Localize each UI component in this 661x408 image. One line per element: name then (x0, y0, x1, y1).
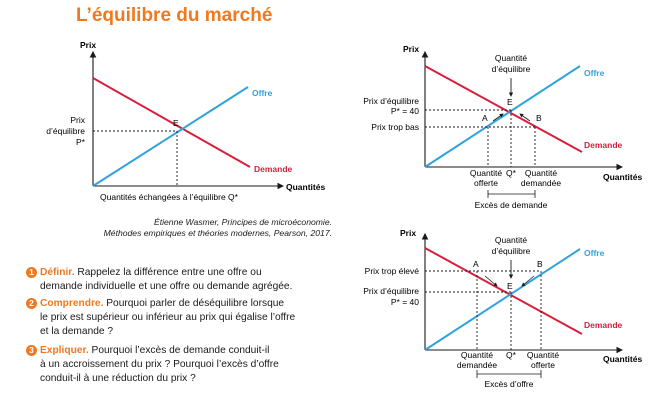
question-1 (29, 266, 293, 294)
g3-q-offered-2: offerte (531, 360, 555, 370)
citation-line-2 (60, 228, 332, 239)
g1-price-label-1: Prix (70, 115, 85, 125)
g1-x-axis-label: Quantités (286, 182, 326, 192)
question-2-line2: le prix est supérieur ou inférieur au prix qui égalise l’offre (40, 312, 296, 324)
g2-top-label-2: d’équilibre (491, 64, 531, 74)
g2-top-label-1: Quantité (494, 53, 528, 63)
g2-y-axis-label: Prix (403, 44, 420, 54)
question-1-text: Rappelez la différence entre une offre ou (74, 267, 262, 278)
graph-2 (363, 44, 642, 210)
g2-point-e: E (507, 97, 513, 107)
g2-x-axis-label: Quantités (603, 172, 643, 182)
question-3-number: 3 (26, 345, 37, 356)
citation-title: Principes de microéconomie. (221, 217, 332, 227)
g2-price-eq-2: P* = 40 (390, 106, 419, 116)
page-title: L’équilibre du marché (76, 5, 273, 26)
g2-supply-curve (425, 66, 580, 167)
g1-price-label-3: P* (76, 137, 85, 147)
g3-price-eq-1: Prix d’équilibre (363, 286, 419, 296)
question-3-text: Pourquoi l’excès de demande conduit-il (88, 345, 270, 356)
g1-supply-curve (93, 87, 248, 186)
g3-supply-curve (425, 249, 580, 350)
question-2-line3: et la demande ? (40, 326, 114, 338)
g3-point-b: B (537, 259, 543, 269)
g3-q-demanded-2: demandée (456, 360, 498, 370)
g3-price-high: Prix trop élevé (364, 266, 419, 276)
g2-point-b: B (536, 113, 542, 123)
g1-demand-label: Demande (254, 164, 293, 174)
g1-quantity-label: Quantités échangées à l’équilibre Q* (100, 192, 238, 202)
g3-top-label-1: Quantité (494, 235, 528, 245)
g2-gap-label: Excès de demande (474, 200, 548, 210)
g3-demand-curve (425, 248, 582, 334)
g3-q-star: Q* (506, 350, 516, 360)
g2-q-star: Q* (506, 168, 516, 178)
g1-supply-label: Offre (252, 88, 273, 98)
g3-y-axis-label: Prix (400, 228, 417, 238)
citation-subtitle: Méthodes empiriques et théories modernes (103, 228, 269, 238)
g2-q-demanded-1: Quantité (524, 168, 558, 178)
question-1-number: 1 (26, 267, 37, 278)
question-1-line2: demande individuelle et une offre ou demande agrégée. (40, 281, 293, 293)
g2-q-offered-1: Quantité (469, 168, 503, 178)
g3-price-eq-2: P* = 40 (390, 297, 419, 307)
question-1-keyword: Définir. (40, 267, 75, 278)
citation-line-1 (60, 217, 332, 228)
g1-y-axis-label: Prix (80, 40, 97, 50)
question-3-keyword: Expliquer. (40, 345, 89, 356)
g3-gap-label: Excès d’offre (484, 379, 534, 389)
citation-author: Étienne Wasmer, (153, 217, 222, 227)
g3-demand-label: Demande (584, 320, 623, 330)
question-2-text: Pourquoi parler de déséquilibre lorsque (103, 298, 285, 309)
g3-top-label-2: d’équilibre (491, 246, 531, 256)
question-2 (29, 297, 296, 340)
g3-q-offered-1: Quantité (526, 350, 560, 360)
graph-3 (363, 228, 642, 389)
question-3-line3: conduit-il à une réduction du prix ? (40, 373, 196, 385)
g2-demand-label: Demande (584, 140, 623, 150)
g2-point-a: A (482, 113, 488, 123)
g3-point-a: A (473, 259, 479, 269)
g3-point-e: E (507, 281, 513, 291)
graph-1 (46, 40, 325, 202)
g2-price-low: Prix trop bas (371, 122, 419, 132)
g3-q-demanded-1: Quantité (460, 350, 494, 360)
g1-point-e: E (173, 118, 179, 128)
question-2-number: 2 (26, 298, 37, 309)
g2-q-offered-2: offerte (474, 178, 498, 188)
citation (60, 217, 332, 239)
question-3-line2: à un accroissement du prix ? Pourquoi l’excès d’offre (40, 359, 279, 371)
g2-q-demanded-2: demandée (520, 178, 562, 188)
question-2-keyword: Comprendre. (40, 298, 104, 309)
g3-x-axis-label: Quantités (603, 354, 643, 364)
g1-demand-curve (93, 78, 250, 167)
citation-publisher: , Pearson, 2017. (268, 228, 332, 238)
question-3 (29, 344, 279, 387)
g3-supply-label: Offre (584, 248, 605, 258)
g1-price-label-2: d’équilibre (46, 126, 85, 136)
g2-supply-label: Offre (584, 68, 605, 78)
g2-price-eq-1: Prix d’équilibre (363, 96, 419, 106)
